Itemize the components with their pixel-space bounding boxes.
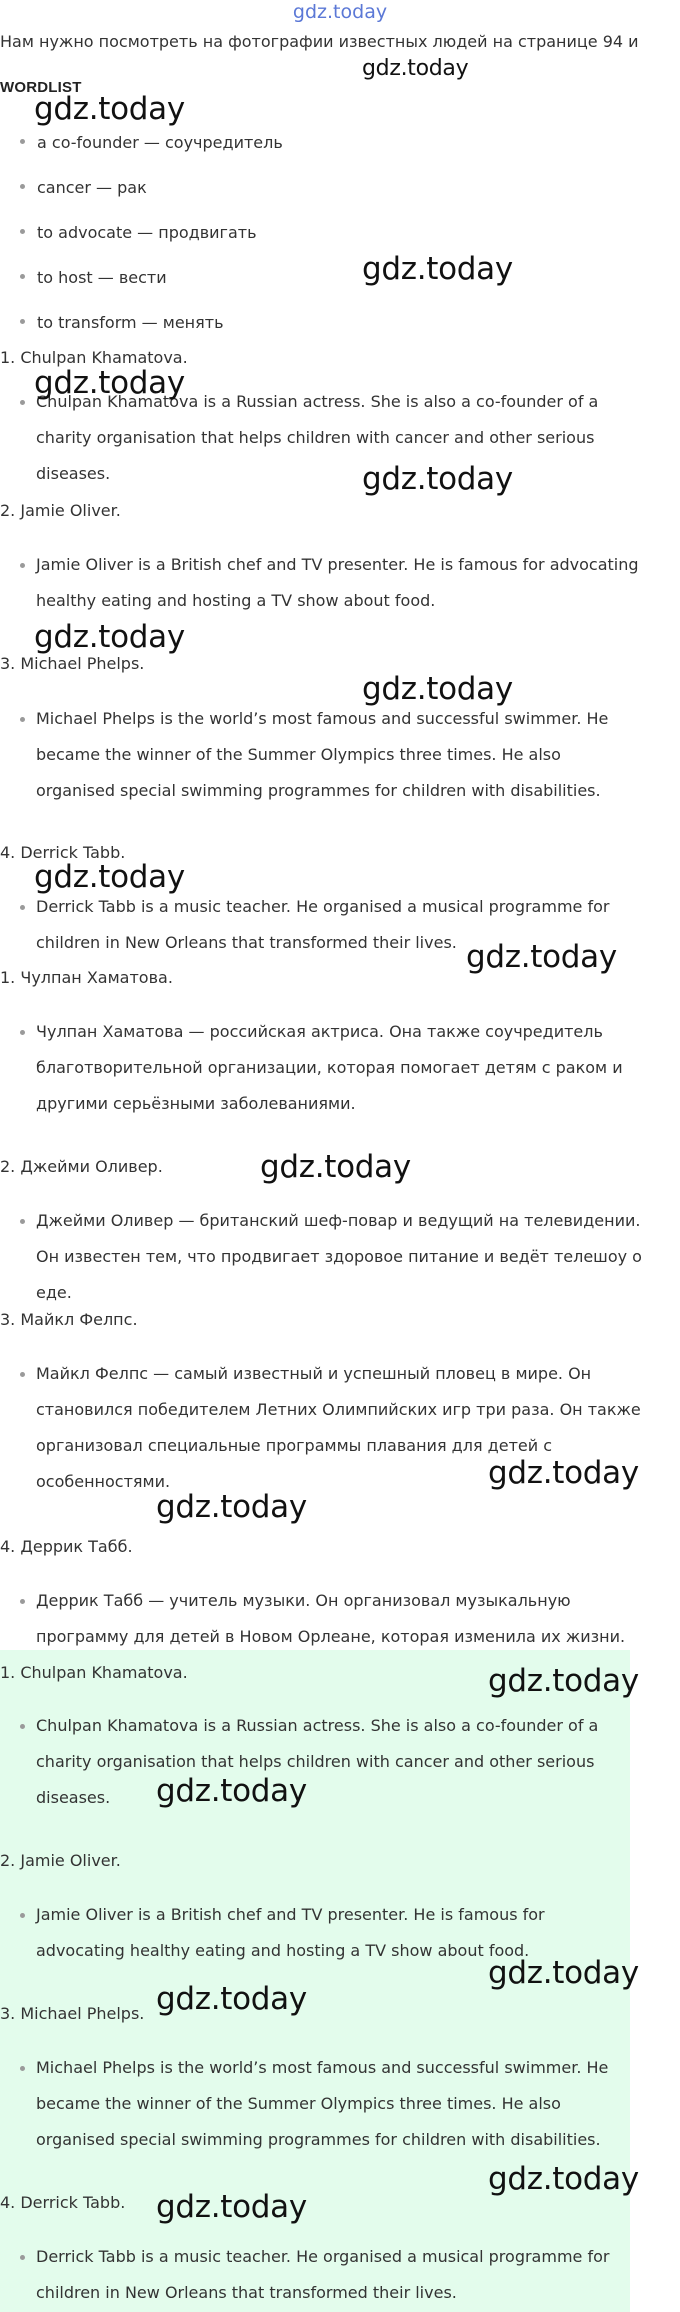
watermark: gdz.today <box>156 2189 307 2225</box>
person-description: Derrick Tabb is a music teacher. He organised a musical programme for children in New Orleans that transformed their lives. <box>20 889 642 961</box>
person-description: Chulpan Khamatova is a Russian actress. She is also a co-founder of a charity organisation that helps children with cancer and other serious diseases. <box>20 1708 620 1816</box>
person-heading: 2. Jamie Oliver. <box>0 1851 121 1870</box>
wordlist-item: to transform — менять <box>20 312 224 334</box>
wordlist-item: cancer — рак <box>20 177 147 199</box>
watermark: gdz.today <box>34 91 185 127</box>
watermark: gdz.today <box>34 859 185 895</box>
person-description: Derrick Tabb is a music teacher. He organised a musical programme for children in New Orleans that transformed their lives. <box>20 2239 620 2311</box>
watermark: gdz.today <box>362 461 513 497</box>
person-description: Майкл Фелпс — самый известный и успешный пловец в мире. Он становился победителем Летних Олимпийских игр три раза. Он также организовал специальные программы плавания для детей с особенностями. <box>20 1356 642 1500</box>
watermark: gdz.today <box>156 1489 307 1525</box>
bullet-icon <box>20 2255 25 2260</box>
person-description: Деррик Табб — учитель музыки. Он организовал музыкальную программу для детей в Новом Орлеане, которая изменила их жизни. <box>20 1583 642 1655</box>
person-heading: 1. Чулпан Хаматова. <box>0 968 173 987</box>
bullet-icon <box>20 717 25 722</box>
person-heading: 3. Michael Phelps. <box>0 2004 145 2023</box>
watermark: gdz.today <box>260 1149 411 1185</box>
bullet-icon <box>20 319 25 324</box>
person-heading: 2. Jamie Oliver. <box>0 501 121 520</box>
bullet-icon <box>20 229 25 234</box>
watermark: gdz.today <box>466 939 617 975</box>
watermark: gdz.today <box>156 1981 307 2017</box>
bullet-icon <box>20 905 25 910</box>
wordlist-item: to host — вести <box>20 267 167 289</box>
bullet-icon <box>20 1599 25 1604</box>
site-logo[interactable]: gdz.today <box>292 1 388 23</box>
person-heading: 4. Derrick Tabb. <box>0 2193 126 2212</box>
watermark: gdz.today <box>362 56 469 81</box>
bullet-icon <box>20 1030 25 1035</box>
bullet-icon <box>20 184 25 189</box>
person-description: Chulpan Khamatova is a Russian actress. She is also a co-founder of a charity organisation that helps children with cancer and other serious diseases. <box>20 384 642 492</box>
person-heading: 3. Майкл Фелпс. <box>0 1310 138 1329</box>
person-heading: 4. Derrick Tabb. <box>0 843 126 862</box>
watermark: gdz.today <box>488 1955 639 1991</box>
intro-text: Нам нужно посмотреть на фотографии известных людей на странице 94 и <box>0 32 639 51</box>
bullet-icon <box>20 274 25 279</box>
bullet-icon <box>20 2066 25 2071</box>
wordlist-item: to advocate — продвигать <box>20 222 257 244</box>
bullet-icon <box>20 400 25 405</box>
person-description: Jamie Oliver is a British chef and TV presenter. He is famous for advocating healthy eating and hosting a TV show about food. <box>20 547 642 619</box>
bullet-icon <box>20 1219 25 1224</box>
person-description: Чулпан Хаматова — российская актриса. Она также соучредитель благотворительной организации, которая помогает детям с раком и другими серьёзными заболеваниями. <box>20 1014 642 1122</box>
watermark: gdz.today <box>34 365 185 401</box>
person-heading: 1. Chulpan Khamatova. <box>0 1663 188 1682</box>
person-description: Michael Phelps is the world’s most famous and successful swimmer. He became the winner of the Summer Olympics three times. He also organised special swimming programmes for children with disabilities. <box>20 2050 620 2158</box>
watermark: gdz.today <box>488 1455 639 1491</box>
person-heading: 4. Деррик Табб. <box>0 1537 133 1556</box>
bullet-icon <box>20 139 25 144</box>
person-heading: 1. Chulpan Khamatova. <box>0 348 188 367</box>
person-heading: 3. Michael Phelps. <box>0 654 145 673</box>
person-description: Jamie Oliver is a British chef and TV presenter. He is famous for advocating healthy eating and hosting a TV show about food. <box>20 1897 620 1969</box>
person-description: Джейми Оливер — британский шеф-повар и ведущий на телевидении. Он известен тем, что продвигает здоровое питание и ведёт телешоу о еде. <box>20 1203 642 1311</box>
watermark: gdz.today <box>488 1663 639 1699</box>
watermark: gdz.today <box>156 1773 307 1809</box>
bullet-icon <box>20 1913 25 1918</box>
bullet-icon <box>20 563 25 568</box>
wordlist-item: a co-founder — соучредитель <box>20 132 283 154</box>
bullet-icon <box>20 1724 25 1729</box>
person-heading: 2. Джейми Оливер. <box>0 1157 163 1176</box>
bullet-icon <box>20 1372 25 1377</box>
wordlist-title: WORDLIST <box>0 79 82 96</box>
person-description: Michael Phelps is the world’s most famous and successful swimmer. He became the winner of the Summer Olympics three times. He also organised special swimming programmes for children with disabilities. <box>20 701 642 809</box>
watermark: gdz.today <box>362 251 513 287</box>
watermark: gdz.today <box>488 2161 639 2197</box>
watermark: gdz.today <box>34 619 185 655</box>
watermark: gdz.today <box>362 671 513 707</box>
